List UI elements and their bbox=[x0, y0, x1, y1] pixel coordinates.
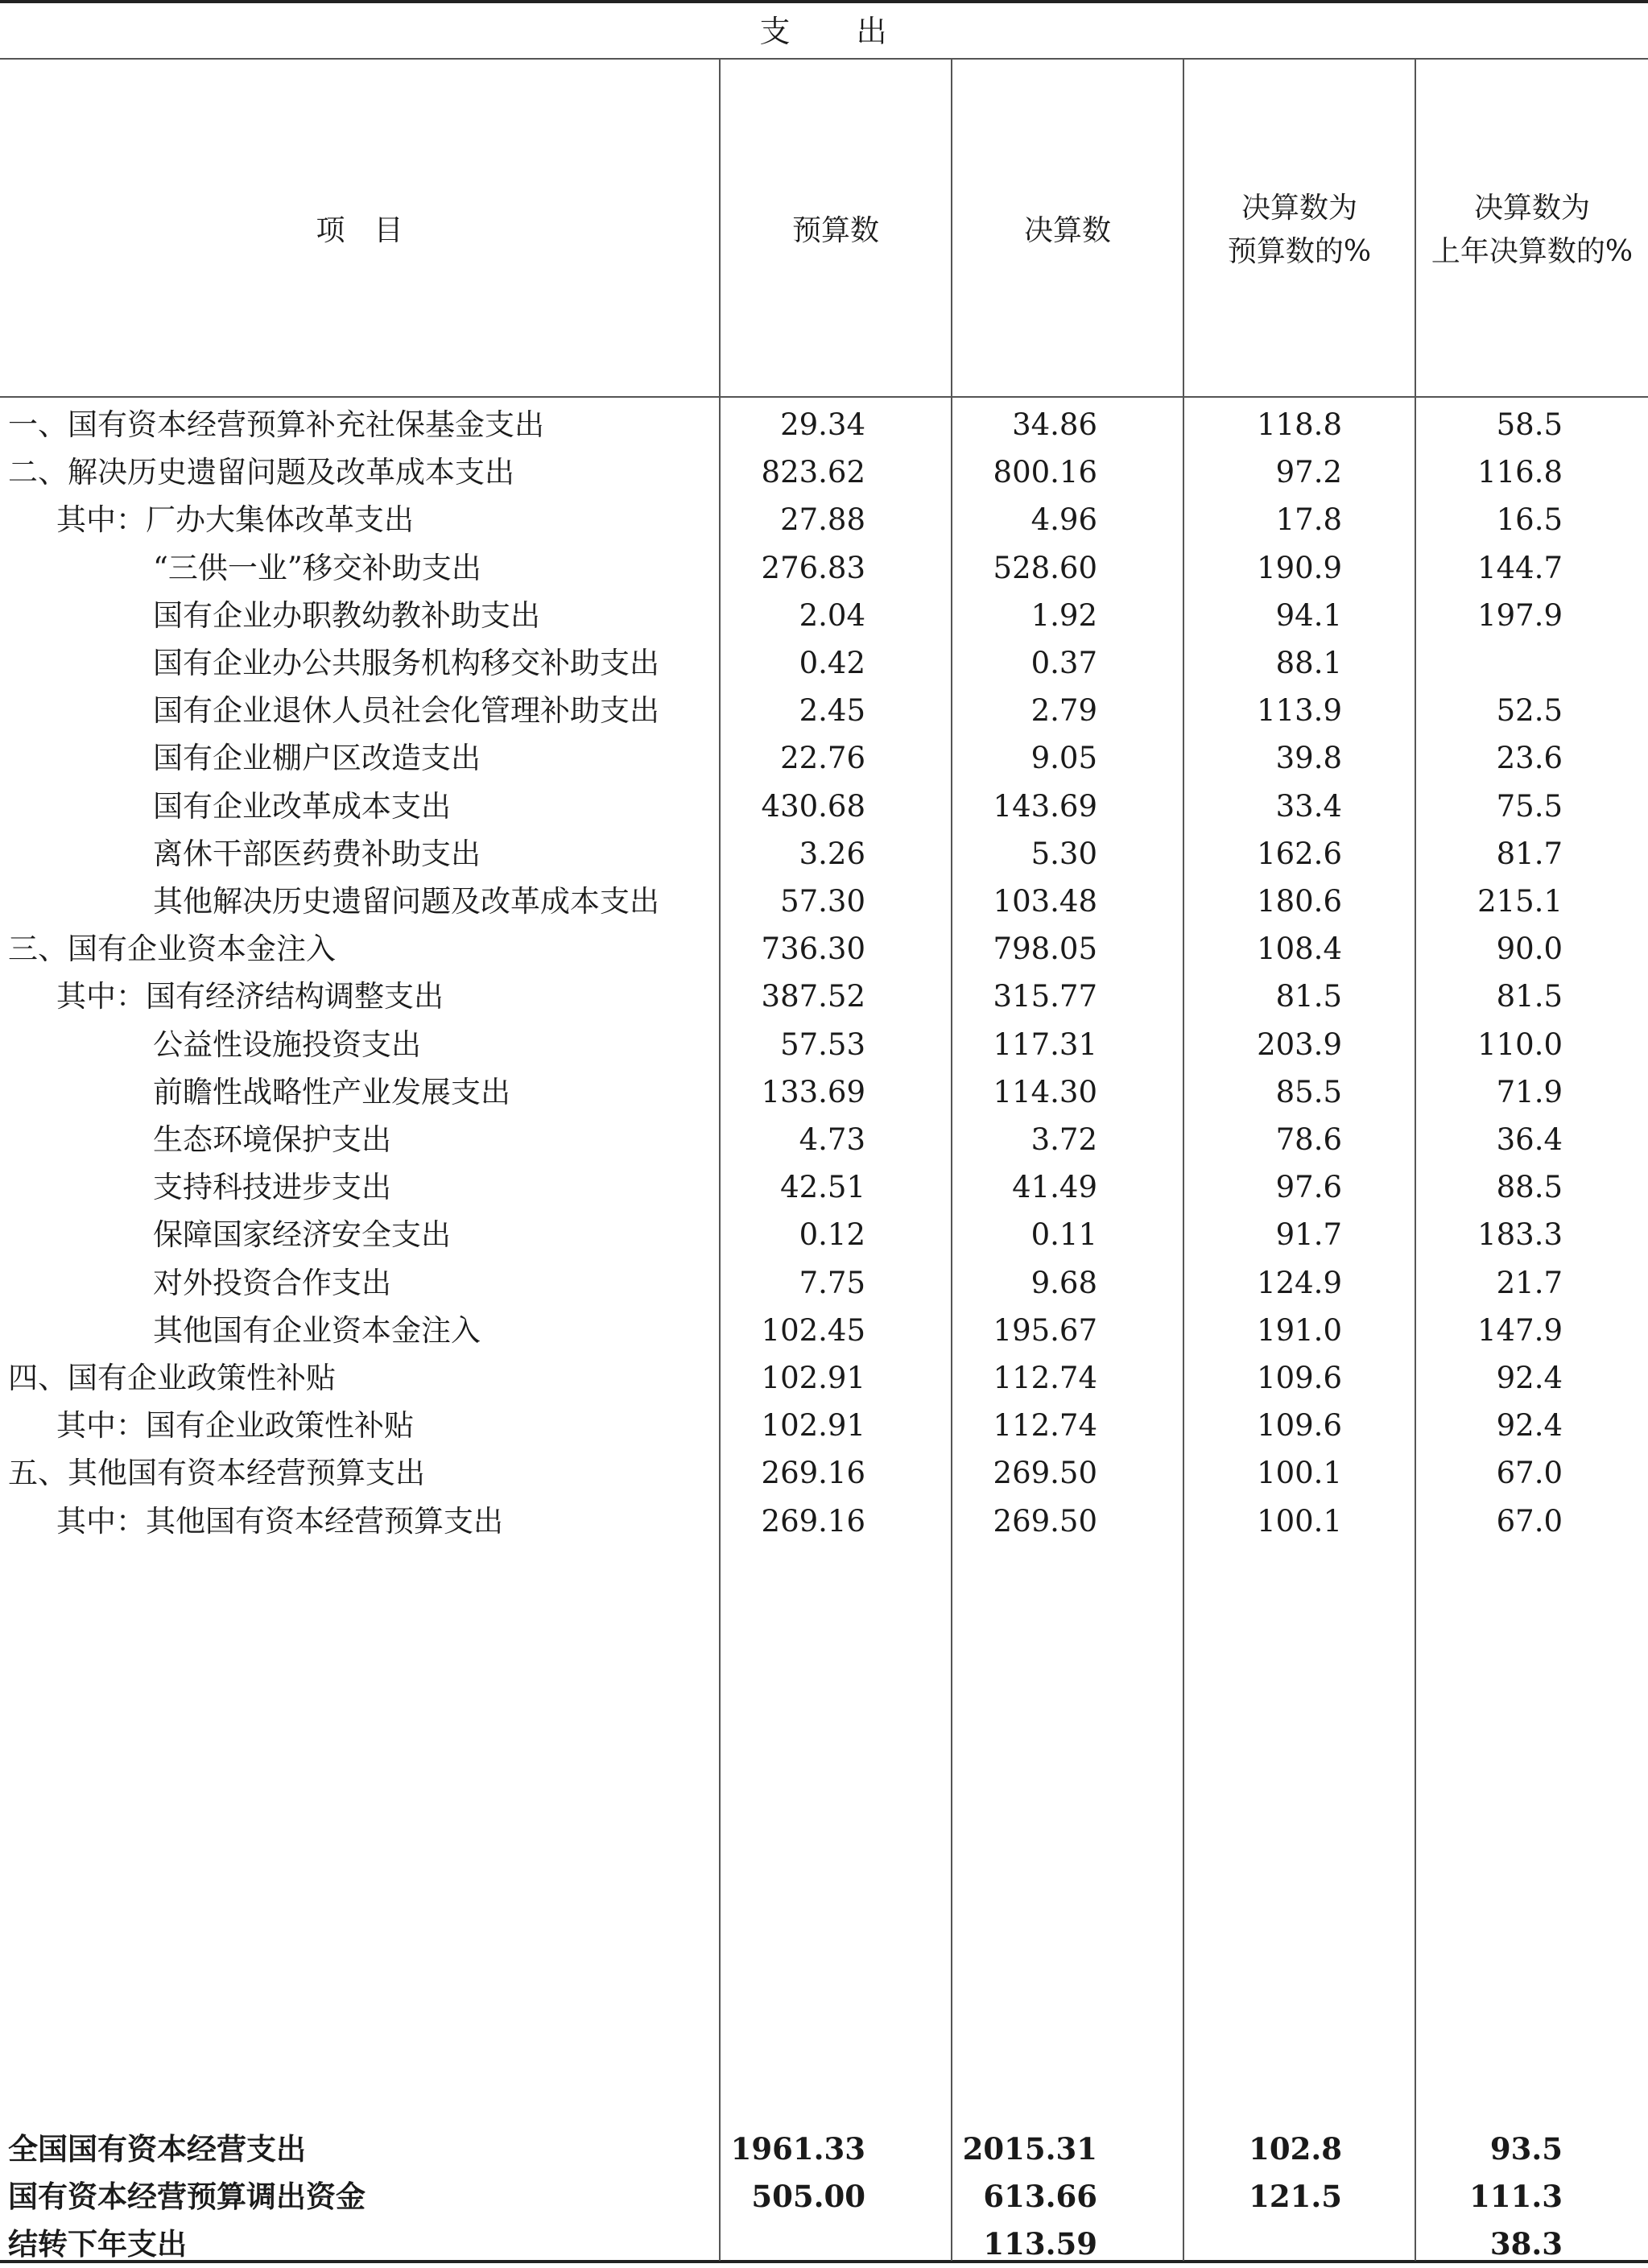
row-pct-budget: 85.5 bbox=[1275, 1074, 1342, 1109]
total-label: 国有资本经营预算调出资金 bbox=[8, 2179, 366, 2214]
row-final: 103.48 bbox=[993, 884, 1097, 919]
row-pct-prev: 92.4 bbox=[1496, 1361, 1563, 1395]
row-budget: 387.52 bbox=[761, 979, 865, 1014]
row-label: 支持科技进步支出 bbox=[153, 1170, 391, 1205]
row-final: 528.60 bbox=[993, 550, 1097, 585]
row-budget: 102.91 bbox=[761, 1408, 865, 1444]
total-pct-prev: 111.3 bbox=[1469, 2179, 1563, 2214]
row-final: 269.50 bbox=[993, 1456, 1097, 1491]
row-label: 四、国有企业政策性补贴 bbox=[8, 1361, 336, 1395]
row-budget: 430.68 bbox=[761, 788, 865, 824]
row-pct-prev: 23.6 bbox=[1496, 741, 1563, 776]
row-budget: 736.30 bbox=[761, 932, 865, 967]
row-label: 其他国有企业资本金注入 bbox=[153, 1312, 481, 1348]
row-pct-budget: 190.9 bbox=[1257, 550, 1342, 585]
total-label: 全国国有资本经营支出 bbox=[8, 2131, 306, 2167]
row-pct-prev: 116.8 bbox=[1477, 455, 1563, 490]
row-pct-budget: 78.6 bbox=[1275, 1122, 1342, 1157]
row-label: 国有企业改革成本支出 bbox=[153, 788, 451, 824]
row-pct-budget: 33.4 bbox=[1275, 788, 1342, 824]
row-pct-prev: 215.1 bbox=[1477, 884, 1563, 919]
row-budget: 27.88 bbox=[780, 502, 865, 538]
row-pct-budget: 113.9 bbox=[1257, 693, 1342, 729]
row-pct-budget: 97.6 bbox=[1275, 1170, 1342, 1205]
row-label: 五、其他国有资本经营预算支出 bbox=[8, 1456, 425, 1491]
row-budget: 102.45 bbox=[761, 1312, 865, 1348]
row-budget: 42.51 bbox=[780, 1170, 865, 1205]
header-budget: 预算数 bbox=[791, 214, 879, 247]
row-budget: 4.73 bbox=[799, 1122, 865, 1157]
row-pct-budget: 203.9 bbox=[1257, 1027, 1342, 1062]
row-final: 315.77 bbox=[993, 979, 1097, 1014]
row-pct-prev: 81.5 bbox=[1496, 979, 1563, 1014]
row-pct-prev: 197.9 bbox=[1477, 597, 1563, 633]
row-budget: 57.53 bbox=[780, 1027, 865, 1062]
row-budget: 29.34 bbox=[780, 407, 865, 442]
row-final: 0.37 bbox=[1031, 646, 1097, 680]
row-pct-prev: 75.5 bbox=[1496, 788, 1563, 824]
row-budget: 0.42 bbox=[799, 646, 865, 680]
row-pct-prev: 81.7 bbox=[1496, 836, 1563, 871]
row-label: 一、国有资本经营预算补充社保基金支出 bbox=[8, 407, 544, 442]
row-pct-prev: 36.4 bbox=[1496, 1122, 1563, 1157]
row-label: 国有企业棚户区改造支出 bbox=[153, 741, 481, 776]
total-budget bbox=[721, 2220, 865, 2268]
row-budget: 2.04 bbox=[799, 597, 865, 633]
row-label: 国有企业办公共服务机构移交补助支出 bbox=[153, 646, 659, 680]
row-budget: 3.26 bbox=[799, 836, 865, 871]
row-final: 5.30 bbox=[1031, 836, 1097, 871]
total-final: 2015.31 bbox=[962, 2131, 1097, 2167]
row-budget: 102.91 bbox=[761, 1361, 865, 1395]
row-label: 对外投资合作支出 bbox=[153, 1265, 391, 1300]
total-final: 613.66 bbox=[983, 2179, 1097, 2214]
total-pct-budget bbox=[1183, 2220, 1342, 2268]
row-label: 前瞻性战略性产业发展支出 bbox=[153, 1074, 510, 1109]
row-label: 保障国家经济安全支出 bbox=[153, 1217, 451, 1253]
section-title: 支 出 bbox=[759, 14, 889, 49]
row-pct-prev: 67.0 bbox=[1496, 1503, 1563, 1539]
row-pct-prev: 52.5 bbox=[1496, 693, 1563, 729]
row-pct-budget: 109.6 bbox=[1257, 1408, 1342, 1444]
row-pct-budget: 108.4 bbox=[1257, 932, 1342, 967]
row-final: 0.11 bbox=[1031, 1217, 1097, 1253]
row-pct-budget: 118.8 bbox=[1257, 407, 1342, 442]
row-pct-budget: 97.2 bbox=[1275, 455, 1342, 490]
total-pct-budget: 121.5 bbox=[1249, 2179, 1342, 2214]
row-pct-budget: 94.1 bbox=[1275, 597, 1342, 633]
header-pct-budget bbox=[1184, 187, 1415, 274]
row-pct-budget: 88.1 bbox=[1275, 646, 1342, 680]
row-pct-prev: 90.0 bbox=[1496, 932, 1563, 967]
top-border bbox=[0, 0, 1648, 3]
row-final: 112.74 bbox=[993, 1408, 1097, 1444]
row-pct-prev bbox=[1415, 639, 1563, 687]
row-pct-budget: 81.5 bbox=[1275, 979, 1342, 1014]
row-label: 其中：其他国有资本经营预算支出 bbox=[56, 1503, 503, 1539]
total-budget: 505.00 bbox=[751, 2179, 865, 2214]
row-label: 其中：国有经济结构调整支出 bbox=[56, 979, 444, 1014]
row-label: 离休干部医药费补助支出 bbox=[153, 836, 481, 871]
row-budget: 7.75 bbox=[799, 1265, 865, 1300]
row-pct-prev: 92.4 bbox=[1496, 1408, 1563, 1444]
total-label: 结转下年支出 bbox=[8, 2226, 187, 2262]
row-label: 其中：厂办大集体改革支出 bbox=[56, 502, 414, 538]
row-final: 9.68 bbox=[1031, 1265, 1097, 1300]
row-final: 114.30 bbox=[993, 1074, 1097, 1109]
row-final: 143.69 bbox=[993, 788, 1097, 824]
row-final: 798.05 bbox=[993, 932, 1097, 967]
row-pct-budget: 162.6 bbox=[1257, 836, 1342, 871]
header-pct-budget-line1: 决算数为 bbox=[1241, 192, 1357, 225]
total-pct-prev: 93.5 bbox=[1489, 2131, 1563, 2167]
row-budget: 269.16 bbox=[761, 1456, 865, 1491]
row-pct-budget: 180.6 bbox=[1257, 884, 1342, 919]
row-final: 3.72 bbox=[1031, 1122, 1097, 1157]
header-pct-prev-line1: 决算数为 bbox=[1473, 192, 1590, 225]
header-item: 项 目 bbox=[316, 214, 403, 247]
row-pct-budget: 124.9 bbox=[1257, 1265, 1342, 1300]
row-pct-budget: 17.8 bbox=[1275, 502, 1342, 538]
row-label: “三供一业”移交补助支出 bbox=[153, 550, 481, 585]
row-pct-prev: 144.7 bbox=[1477, 550, 1563, 585]
row-final: 800.16 bbox=[993, 455, 1097, 490]
row-final: 269.50 bbox=[993, 1503, 1097, 1539]
row-final: 1.92 bbox=[1031, 597, 1097, 633]
row-pct-budget: 91.7 bbox=[1275, 1217, 1342, 1253]
row-pct-budget: 100.1 bbox=[1257, 1503, 1342, 1539]
header-final: 决算数 bbox=[1023, 214, 1111, 247]
row-label: 其他解决历史遗留问题及改革成本支出 bbox=[153, 884, 659, 919]
row-budget: 22.76 bbox=[780, 741, 865, 776]
total-budget: 1961.33 bbox=[730, 2131, 865, 2167]
row-final: 34.86 bbox=[1012, 407, 1097, 442]
row-final: 4.96 bbox=[1031, 502, 1097, 538]
row-label: 国有企业办职教幼教补助支出 bbox=[153, 597, 540, 633]
row-final: 117.31 bbox=[993, 1027, 1097, 1062]
row-budget: 57.30 bbox=[780, 884, 865, 919]
row-pct-prev: 67.0 bbox=[1496, 1456, 1563, 1491]
row-pct-prev: 16.5 bbox=[1496, 502, 1563, 538]
row-pct-budget: 109.6 bbox=[1257, 1361, 1342, 1395]
total-pct-budget: 102.8 bbox=[1249, 2131, 1342, 2167]
row-final: 2.79 bbox=[1031, 693, 1097, 729]
title-divider bbox=[0, 58, 1648, 60]
row-final: 9.05 bbox=[1031, 741, 1097, 776]
row-budget: 276.83 bbox=[761, 550, 865, 585]
row-pct-prev: 71.9 bbox=[1496, 1074, 1563, 1109]
row-label: 其中：国有企业政策性补贴 bbox=[56, 1408, 414, 1444]
row-label: 二、解决历史遗留问题及改革成本支出 bbox=[8, 455, 514, 490]
row-budget: 269.16 bbox=[761, 1503, 865, 1539]
row-final: 112.74 bbox=[993, 1361, 1097, 1395]
header-pct-prev-line2: 上年决算数的% bbox=[1431, 235, 1634, 268]
row-pct-budget: 191.0 bbox=[1257, 1312, 1342, 1348]
total-pct-prev: 38.3 bbox=[1489, 2226, 1563, 2262]
row-label: 生态环境保护支出 bbox=[153, 1122, 391, 1157]
row-pct-budget: 39.8 bbox=[1275, 741, 1342, 776]
row-label: 公益性设施投资支出 bbox=[153, 1027, 421, 1062]
header-pct-prev bbox=[1416, 187, 1648, 274]
row-budget: 823.62 bbox=[761, 455, 865, 490]
row-pct-prev: 21.7 bbox=[1496, 1265, 1563, 1300]
total-final: 113.59 bbox=[983, 2226, 1097, 2262]
row-final: 195.67 bbox=[993, 1312, 1097, 1348]
row-pct-prev: 58.5 bbox=[1496, 407, 1563, 442]
row-label: 国有企业退休人员社会化管理补助支出 bbox=[153, 693, 659, 729]
row-pct-prev: 110.0 bbox=[1477, 1027, 1563, 1062]
row-label: 三、国有企业资本金注入 bbox=[8, 932, 336, 967]
row-pct-prev: 147.9 bbox=[1477, 1312, 1563, 1348]
header-divider bbox=[0, 396, 1648, 398]
header-pct-budget-line2: 预算数的% bbox=[1227, 235, 1372, 268]
row-pct-prev: 88.5 bbox=[1496, 1170, 1563, 1205]
row-pct-budget: 100.1 bbox=[1257, 1456, 1342, 1491]
row-budget: 133.69 bbox=[761, 1074, 865, 1109]
row-final: 41.49 bbox=[1012, 1170, 1097, 1205]
row-budget: 2.45 bbox=[799, 693, 865, 729]
row-pct-prev: 183.3 bbox=[1477, 1217, 1563, 1253]
row-budget: 0.12 bbox=[799, 1217, 865, 1253]
